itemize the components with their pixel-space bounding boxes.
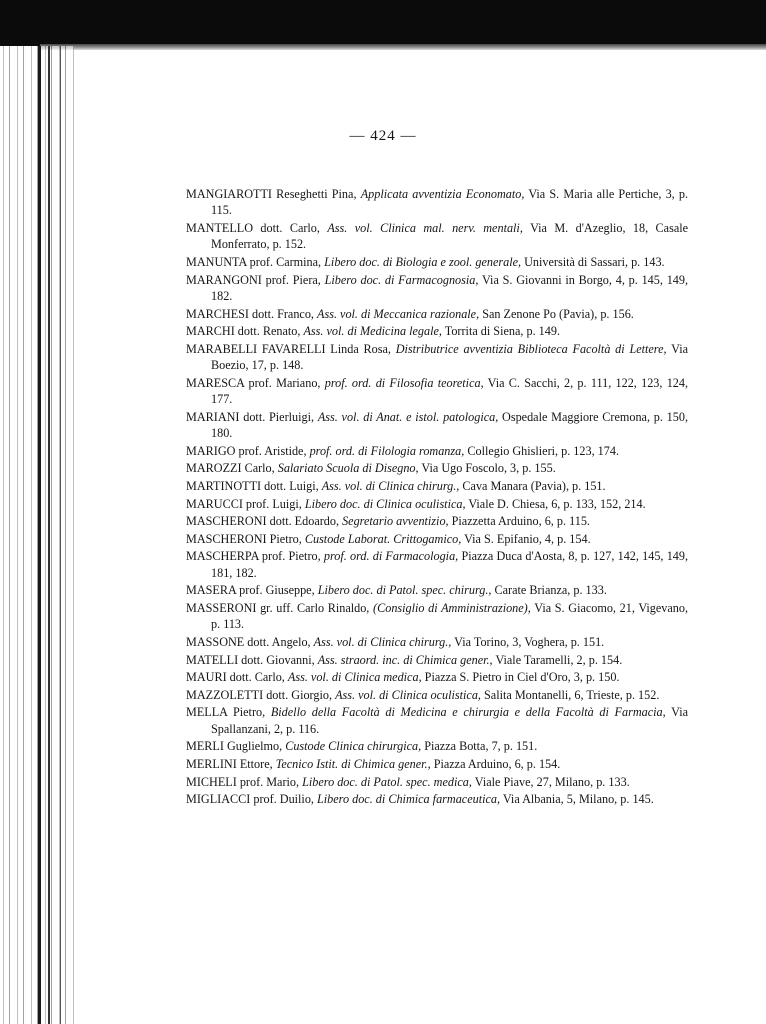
directory-entry (186, 582, 688, 598)
entry-address: Via Torino, 3, Voghera, p. 151. (454, 634, 605, 649)
entry-role: Salariato Scuola di Disegno, (277, 461, 419, 476)
entry-role: Ass. vol. di Clinica chirurg., (313, 634, 452, 649)
directory-entry (186, 478, 688, 494)
entry-role: prof. ord. di Filologia romanza, (309, 443, 465, 458)
entry-role: Ass. vol. di Meccanica razionale, (317, 306, 480, 321)
entry-role: (Consiglio di Amministrazione), (373, 600, 531, 615)
entry-address: Collegio Ghislieri, p. 123, 174. (467, 443, 620, 458)
entry-address: Cava Manara (Pavia), p. 151. (462, 478, 606, 493)
entry-name: MICHELI prof. Mario, (186, 774, 300, 789)
entry-name: MERLI Guglielmo, (186, 739, 283, 754)
entry-role: Ass. vol. Clinica mal. nerv. mentali, (327, 221, 523, 235)
entry-address: Via S. Giacomo, 21, Vigevano, p. 113. (211, 600, 689, 632)
entry-address: Via Ugo Foscolo, 3, p. 155. (421, 461, 556, 476)
entry-address: Viale D. Chiesa, 6, p. 133, 152, 214. (468, 496, 646, 511)
entry-name: MASCHERPA prof. Pietro, (186, 549, 321, 564)
entry-name: MARUCCI prof. Luigi, (186, 496, 302, 511)
entry-role: Distributrice avventizia Biblioteca Facoltà di Lettere, (395, 341, 667, 356)
entry-name: MIGLIACCI prof. Duilio, (186, 792, 314, 807)
entry-address: San Zenone Po (Pavia), p. 156. (482, 306, 634, 321)
entry-name: MARANGONI prof. Piera, (186, 272, 321, 287)
entry-name: MAROZZI Carlo, (186, 461, 275, 476)
entry-address: Via M. d'Azeglio, 18, Casale Monferrato, p. 152. (211, 221, 689, 252)
entry-role: Ass. vol. di Medicina legale, (303, 324, 442, 339)
scan-top-edge (0, 0, 766, 46)
entry-name: MANTELLO dott. Carlo, (186, 221, 320, 235)
directory-entry (186, 634, 688, 650)
entry-role: Libero doc. di Patol. spec. chirurg., (317, 583, 492, 598)
entry-role: Bidello della Facoltà di Medicina e chirurgia e della Facoltà di Farmacia, (270, 705, 666, 720)
entry-address: Via Albania, 5, Milano, p. 145. (502, 792, 654, 807)
entry-address: Torrita di Siena, p. 149. (444, 324, 560, 339)
entry-role: prof. ord. di Farmacologia, (323, 549, 459, 564)
entry-address: Piazzetta Arduino, 6, p. 115. (451, 514, 590, 529)
entry-address: Viale Piave, 27, Milano, p. 133. (474, 774, 630, 789)
entry-name: MASERA prof. Giuseppe, (186, 583, 315, 598)
entry-name: MASCHERONI Pietro, (186, 531, 302, 546)
entry-name: MARIANI dott. Pierluigi, (186, 409, 315, 424)
entry-role: Libero doc. di Clinica oculistica, (304, 496, 466, 511)
directory-entry (186, 272, 688, 305)
directory-entry (186, 600, 688, 633)
entry-role: Ass. straord. inc. di Chimica gener., (317, 652, 493, 667)
entry-name: MANGIAROTTI Reseghetti Pina, (186, 187, 357, 201)
directory-entry (186, 323, 688, 339)
page-number: — 424 — (349, 128, 417, 144)
entry-address: Via Spallanzani, 2, p. 116. (211, 705, 688, 736)
entry-name: MARTINOTTI dott. Luigi, (186, 478, 319, 493)
entry-address: Via S. Giovanni in Borgo, 4, p. 145, 149, 182. (211, 272, 689, 303)
directory-entry (186, 254, 688, 270)
entry-name: MARCHI dott. Renato, (186, 324, 301, 339)
entry-address: Via C. Sacchi, 2, p. 111, 122, 123, 124, 177. (211, 375, 689, 407)
directory-entry (186, 443, 688, 459)
entry-name: MERLINI Ettore, (186, 756, 273, 771)
entry-name: MATELLI dott. Giovanni, (186, 652, 315, 667)
directory-entry (186, 513, 688, 529)
directory-entry (186, 687, 688, 703)
entry-address: Piazza Botta, 7, p. 151. (424, 739, 538, 754)
directory-entry (186, 460, 688, 476)
entry-address: Viale Taramelli, 2, p. 154. (495, 652, 623, 667)
entry-name: MANUNTA prof. Carmina, (186, 255, 322, 269)
entry-address: Via Boezio, 17, p. 148. (211, 341, 688, 373)
entry-role: Ass. vol. di Anat. e istol. patologica, (317, 409, 499, 424)
directory-entry (186, 496, 688, 512)
entry-role: Custode Clinica chirurgica, (285, 739, 422, 754)
directory-entry (186, 791, 688, 807)
directory-entry (186, 774, 688, 790)
entry-address: Piazza Duca d'Aosta, 8, p. 127, 142, 145, 149, 181, 182. (211, 549, 689, 580)
entry-address: Ospedale Maggiore Cremona, p. 150, 180. (211, 409, 688, 441)
scan-binding-edge (38, 46, 68, 1024)
directory-entry (186, 306, 688, 322)
directory-entry (186, 548, 688, 581)
entry-role: Libero doc. di Farmacognosia, (324, 272, 479, 287)
entry-name: MASSONE dott. Angelo, (186, 634, 311, 649)
entry-role: Applicata avventizia Economato, (360, 187, 525, 201)
entry-address: Carate Brianza, p. 133. (494, 583, 607, 598)
entry-role: Libero doc. di Chimica farmaceutica, (317, 792, 501, 807)
entry-name: MAZZOLETTI dott. Giorgio, (186, 687, 333, 702)
entry-role: Libero doc. di Patol. spec. medica, (302, 774, 472, 789)
entry-role: Custode Laborat. Crittogamico, (304, 531, 462, 546)
entry-name: MASSERONI gr. uff. Carlo Rinaldo, (186, 600, 370, 615)
directory-entry (186, 704, 688, 737)
directory-entry (186, 186, 688, 219)
entry-role: Ass. vol. di Clinica chirurg., (321, 478, 460, 493)
entry-address: Salita Montanelli, 6, Trieste, p. 152. (484, 687, 660, 702)
directory-entry (186, 409, 688, 442)
directory-entry (186, 669, 688, 685)
entry-name: MELLA Pietro, (186, 705, 266, 720)
entry-name: MARESCA prof. Mariano, (186, 375, 321, 390)
entry-role: Segretario avventizio, (342, 514, 449, 529)
entry-role: Libero doc. di Biologia e zool. generale, (324, 255, 522, 269)
directory-entry (186, 652, 688, 668)
entry-role: prof. ord. di Filosofia teoretica, (324, 375, 484, 390)
directory-entry (186, 341, 688, 374)
directory-entry (186, 756, 688, 772)
entry-role: Tecnico Istit. di Chimica gener., (275, 756, 431, 771)
entry-name: MARABELLI FAVARELLI Linda Rosa, (186, 341, 391, 356)
entry-name: MARIGO prof. Aristide, (186, 443, 307, 458)
directory-entries (186, 186, 688, 809)
entry-address: Via S. Maria alle Pertiche, 3, p. 115. (211, 187, 689, 218)
entry-address: Università di Sassari, p. 143. (524, 255, 665, 269)
entry-address: Piazza S. Pietro in Ciel d'Oro, 3, p. 150. (424, 670, 620, 685)
entry-address: Piazza Arduino, 6, p. 154. (433, 756, 561, 771)
directory-entry (186, 531, 688, 547)
directory-entry (186, 738, 688, 754)
directory-entry (186, 220, 688, 253)
directory-entry (186, 375, 688, 408)
entry-name: MARCHESI dott. Franco, (186, 306, 314, 321)
entry-role: Ass. vol. di Clinica oculistica, (335, 687, 481, 702)
entry-name: MAURI dott. Carlo, (186, 670, 285, 685)
entry-name: MASCHERONI dott. Edoardo, (186, 514, 340, 529)
entry-address: Via S. Epifanio, 4, p. 154. (464, 531, 591, 546)
entry-role: Ass. vol. di Clinica medica, (287, 670, 422, 685)
